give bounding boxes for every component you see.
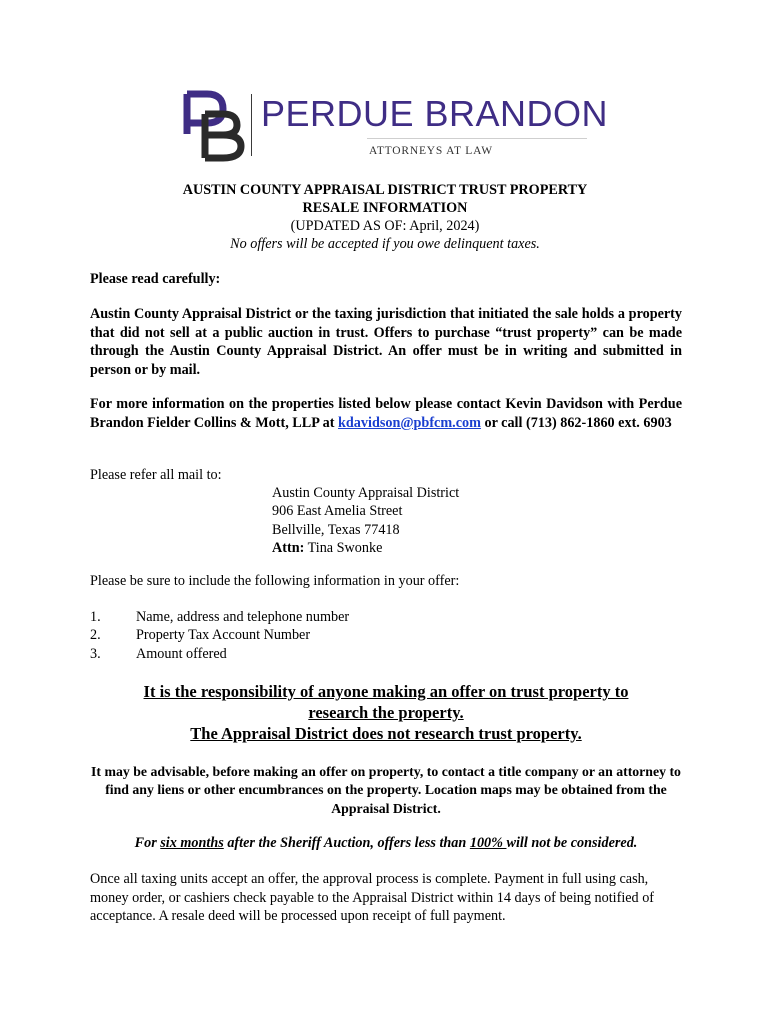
address-line-3: Bellville, Texas 77418 xyxy=(272,521,400,538)
attn-name: Tina Swonke xyxy=(304,539,383,556)
payment-paragraph: Once all taxing units accept an offer, the approval process is complete. Payment in full using cash, money order, or cashiers check payable to the Appraisal District within 14 days of being notified of acceptance. A resale deed will be processed upon receipt of full payment. xyxy=(90,871,655,924)
list-text: Property Tax Account Number xyxy=(136,627,311,644)
list-number: 1. xyxy=(90,609,101,625)
mail-intro: Please refer all mail to: xyxy=(90,467,222,483)
include-list xyxy=(90,608,349,663)
contact-email-link[interactable]: kdavidson@pbfcm.com xyxy=(338,414,481,431)
list-item xyxy=(90,626,349,644)
contact-phone-text: or call (713) 862-1860 ext. 6903 xyxy=(480,414,672,431)
six-months-term: six months xyxy=(160,835,224,851)
responsibility-line-2: research the property. xyxy=(308,703,464,722)
six-months-text: will not be considered. xyxy=(506,835,638,851)
updated-date: (UPDATED AS OF: April, 2024) xyxy=(290,218,480,234)
title-line-1: AUSTIN COUNTY APPRAISAL DISTRICT TRUST PROPERTY xyxy=(182,182,588,198)
list-text: Name, address and telephone number xyxy=(136,609,350,625)
six-months-notice xyxy=(90,834,682,852)
responsibility-notice xyxy=(90,681,682,744)
list-number: 2. xyxy=(90,627,101,644)
contact-paragraph xyxy=(90,395,682,432)
logo-divider xyxy=(251,94,252,156)
responsibility-line-3: The Appraisal District does not research trust property. xyxy=(190,724,582,743)
responsibility-line-1: It is the responsibility of anyone making an offer on trust property to xyxy=(143,682,629,701)
tagline-rule xyxy=(367,138,587,139)
address-line-2: 906 East Amelia Street xyxy=(272,503,403,520)
contact-text: For more information on the properties listed below please contact Kevin Davidson with Perdue Brandon Fielder Collins & Mott, LLP at xyxy=(90,396,682,431)
advisory-paragraph: It may be advisable, before making an offer on property, to contact a title company or an attorney to find any liens or other encumbrances on the property. Location maps may be obtained from the Appraisal District. xyxy=(91,764,681,816)
mailing-address xyxy=(272,484,459,557)
list-text: Amount offered xyxy=(136,645,227,662)
pb-monogram-icon xyxy=(183,90,249,162)
percent-term: 100% xyxy=(469,835,507,851)
firm-tagline: ATTORNEYS AT LAW xyxy=(369,145,493,157)
firm-name: PERDUE BRANDON xyxy=(261,93,609,134)
list-item xyxy=(90,608,349,626)
six-months-text: after the Sheriff Auction, offers less than xyxy=(223,835,470,851)
include-intro: Please be sure to include the following information in your offer: xyxy=(90,573,460,589)
delinquent-notice: No offers will be accepted if you owe delinquent taxes. xyxy=(230,236,540,252)
six-months-text: For xyxy=(134,835,161,851)
list-item xyxy=(90,645,349,663)
address-attn xyxy=(272,539,459,557)
address-line-1: Austin County Appraisal District xyxy=(272,485,460,501)
read-carefully-label: Please read carefully: xyxy=(90,271,221,287)
attn-label: Attn: xyxy=(272,539,305,556)
list-number: 3. xyxy=(90,645,101,662)
trust-property-paragraph: Austin County Appraisal District or the taxing jurisdiction that initiated the sale holds a property that did not sell at a public auction in trust. Offers to purchase “trust property” can be made through the Austin County Appraisal District. An offer must be in writing and submitted in person or by mail. xyxy=(90,306,682,378)
title-line-2: RESALE INFORMATION xyxy=(302,200,468,216)
firm-logo xyxy=(183,90,609,162)
